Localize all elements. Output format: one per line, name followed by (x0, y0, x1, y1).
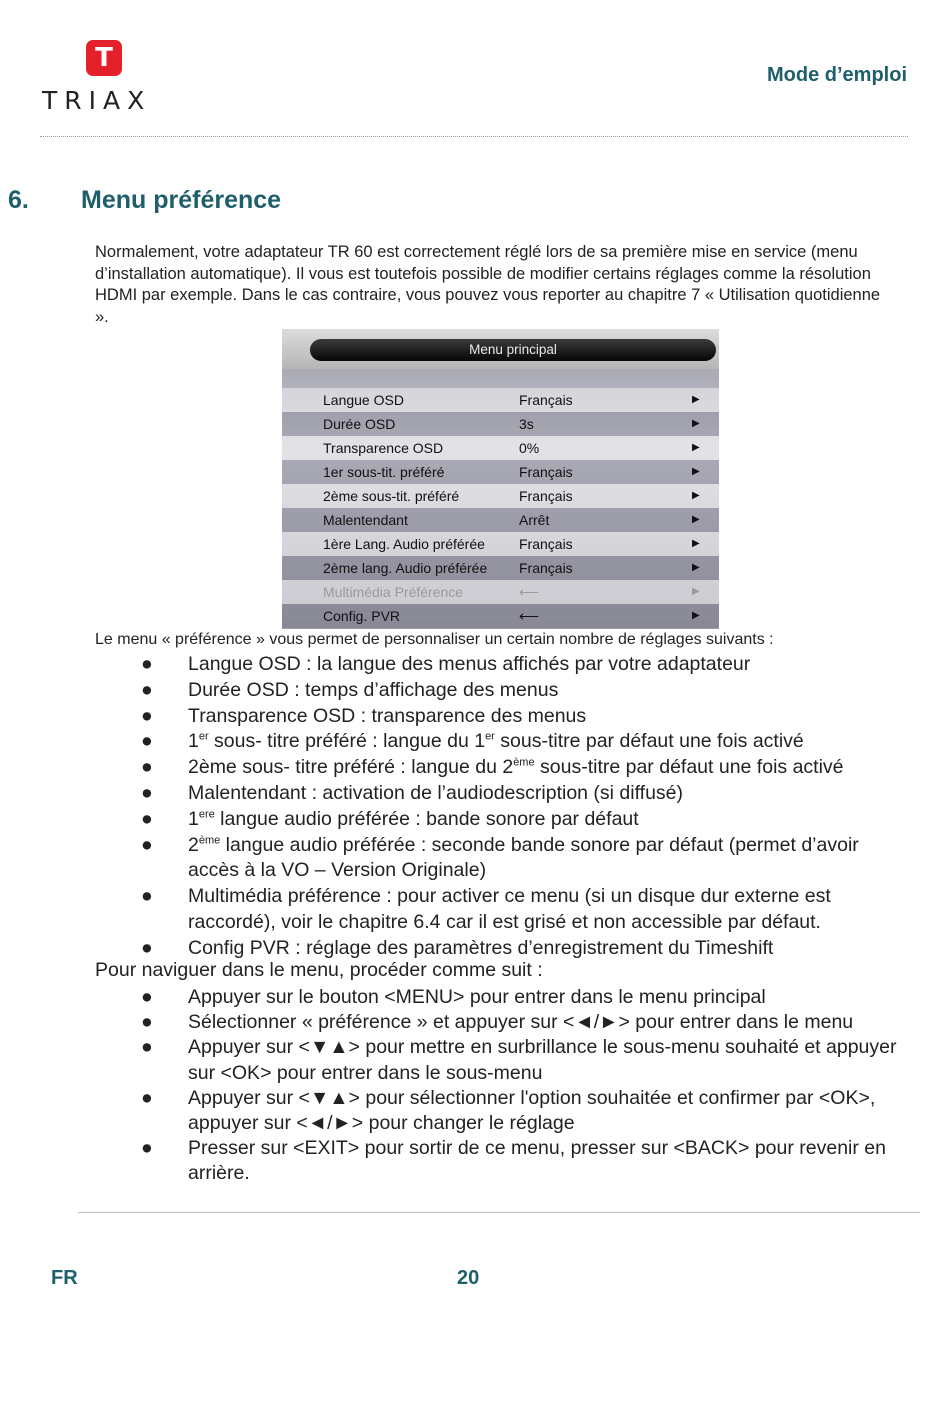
menu-row-disabled (282, 580, 719, 604)
menu-row-label: Malentendant (323, 512, 408, 528)
bullet-icon: ● (141, 781, 153, 804)
menu-row (282, 388, 719, 412)
right-arrow-icon: ▶ (692, 418, 700, 429)
menu-row-value: 0% (519, 440, 540, 456)
menu-row-label: Multimédia Préférence (323, 584, 464, 600)
menu-title: Menu principal (310, 339, 716, 361)
menu-row-label: Durée OSD (323, 416, 396, 432)
menu-row-label: 1ère Lang. Audio préférée (323, 536, 485, 552)
menu-row (282, 460, 719, 484)
list-item: ● Malentendant : activation de l’audiodescription (si diffusé) (0, 781, 903, 807)
bullet-icon: ● (141, 704, 153, 727)
menu-row-label: Langue OSD (323, 392, 404, 408)
right-arrow-icon: ▶ (692, 466, 700, 477)
right-arrow-icon: ▶ (692, 538, 700, 549)
logo-wordmark: TRIAX (42, 86, 152, 115)
menu-row (282, 436, 719, 460)
right-arrow-icon: ▶ (692, 610, 700, 621)
feature-list (0, 652, 950, 962)
footer-divider (78, 1212, 920, 1213)
menu-row-value: Français (519, 392, 573, 408)
menu-row (282, 604, 719, 628)
list-item: ● Durée OSD : temps d’affichage des menus (0, 678, 903, 704)
logo-letter: T (95, 43, 113, 73)
bullet-icon: ● (141, 807, 153, 830)
right-arrow-icon: ▶ (692, 562, 700, 573)
list-item: ● 1er sous- titre préféré : langue du 1er sous-titre par défaut une fois activé (0, 729, 903, 755)
menu-row-label: 2ème sous-tit. préféré (323, 488, 460, 504)
back-arrow-icon: ⟵ (519, 608, 540, 624)
intro-paragraph: Normalement, votre adaptateur TR 60 est correctement réglé lors de sa première mise en service (menu d’installation automatique). Il vous est toutefois possible de modifier certains réglages comme la résolution HDMI par exemple. Dans le cas contraire, vous pouvez vous reporter au chapitre 7 « Utilisation quotidienne ». (95, 243, 881, 326)
list-item: ● Presser sur <EXIT> pour sortir de ce menu, presser sur <BACK> pour revenir en arrière. (141, 1137, 886, 1185)
list-item: ● Langue OSD : la langue des menus affichés par votre adaptateur (0, 652, 903, 678)
list-item: ● Appuyer sur <▼▲> pour mettre en surbrillance le sous-menu souhaité et appuyer sur <OK> pour entrer dans le sous-menu (141, 1036, 897, 1084)
menu-row-label: Transparence OSD (323, 440, 444, 456)
menu-row-value: Arrêt (519, 512, 550, 528)
bullet-icon: ● (141, 1036, 153, 1059)
logo-mark (86, 40, 122, 76)
back-arrow-icon: ⟵ (519, 584, 540, 600)
menu-row-label: Config. PVR (323, 608, 401, 624)
right-arrow-icon: ▶ (692, 394, 700, 405)
menu-row-value: Français (519, 560, 573, 576)
menu-row-label: 1er sous-tit. préféré (323, 464, 445, 480)
section-title: Menu préférence (81, 186, 282, 214)
menu-caption: Le menu « préférence » vous permet de personnaliser un certain nombre de réglages suivants : (95, 631, 774, 648)
right-arrow-icon: ▶ (692, 490, 700, 501)
menu-header-bar (282, 329, 719, 369)
bullet-icon: ● (141, 936, 153, 959)
page-number: 20 (457, 1267, 480, 1289)
list-item: ● 1ere langue audio préférée : bande sonore par défaut (0, 807, 903, 833)
list-item: ● Appuyer sur <▼▲> pour sélectionner l'option souhaitée et confirmer par <OK>, appuyer sur <◄/►> pour changer le réglage (141, 1086, 876, 1135)
right-arrow-icon: ▶ (692, 514, 700, 525)
list-item: ● 2ème langue audio préférée : seconde bande sonore par défaut (permet d’avoir accès à la VO – Version Originale) (141, 833, 859, 882)
menu-row-value: Français (519, 536, 573, 552)
bullet-icon: ● (141, 885, 153, 908)
bullet-icon: ● (141, 1011, 153, 1034)
menu-row (282, 556, 719, 580)
menu-row-label: 2ème lang. Audio préférée (323, 560, 488, 576)
document-title: Mode d’emploi (767, 64, 907, 86)
list-item: ● Multimédia préférence : pour activer ce menu (si un disque dur externe est raccordé), voir le chapitre 6.4 car il est grisé et non accessible par défaut. (141, 885, 831, 933)
menu-screenshot (282, 329, 719, 629)
bullet-icon: ● (141, 833, 153, 856)
menu-row-value: Français (519, 488, 573, 504)
bullet-icon: ● (141, 756, 153, 779)
list-item: ● 2ème sous- titre préféré : langue du 2ème sous-titre par défaut une fois activé (0, 755, 903, 781)
right-arrow-icon: ▶ (692, 586, 700, 597)
menu-row (282, 412, 719, 436)
list-item: ● Transparence OSD : transparence des menus (0, 704, 903, 730)
list-item: ● Config PVR : réglage des paramètres d’enregistrement du Timeshift (0, 936, 903, 962)
right-arrow-icon: ▶ (692, 442, 700, 453)
menu-row-value: 3s (519, 416, 534, 432)
menu-row (282, 484, 719, 508)
list-item: ● Appuyer sur le bouton <MENU> pour entrer dans le menu principal (0, 985, 903, 1010)
section-number: 6. (8, 186, 29, 214)
steps-list (0, 985, 950, 1187)
bullet-icon: ● (141, 1137, 153, 1160)
bullet-icon: ● (141, 678, 153, 701)
bullet-icon: ● (141, 653, 153, 675)
menu-row (282, 532, 719, 556)
navigation-intro: Pour naviguer dans le menu, procéder comme suit : (95, 959, 543, 981)
header-divider (40, 136, 908, 137)
menu-row-value: Français (519, 464, 573, 480)
bullet-icon: ● (141, 1086, 153, 1109)
triax-logo (42, 40, 168, 115)
bullet-icon: ● (141, 986, 153, 1008)
menu-row (282, 508, 719, 532)
footer-language: FR (51, 1267, 78, 1289)
bullet-icon: ● (141, 730, 153, 753)
list-item: ● Sélectionner « préférence » et appuyer sur <◄/►> pour entrer dans le menu (0, 1010, 903, 1035)
